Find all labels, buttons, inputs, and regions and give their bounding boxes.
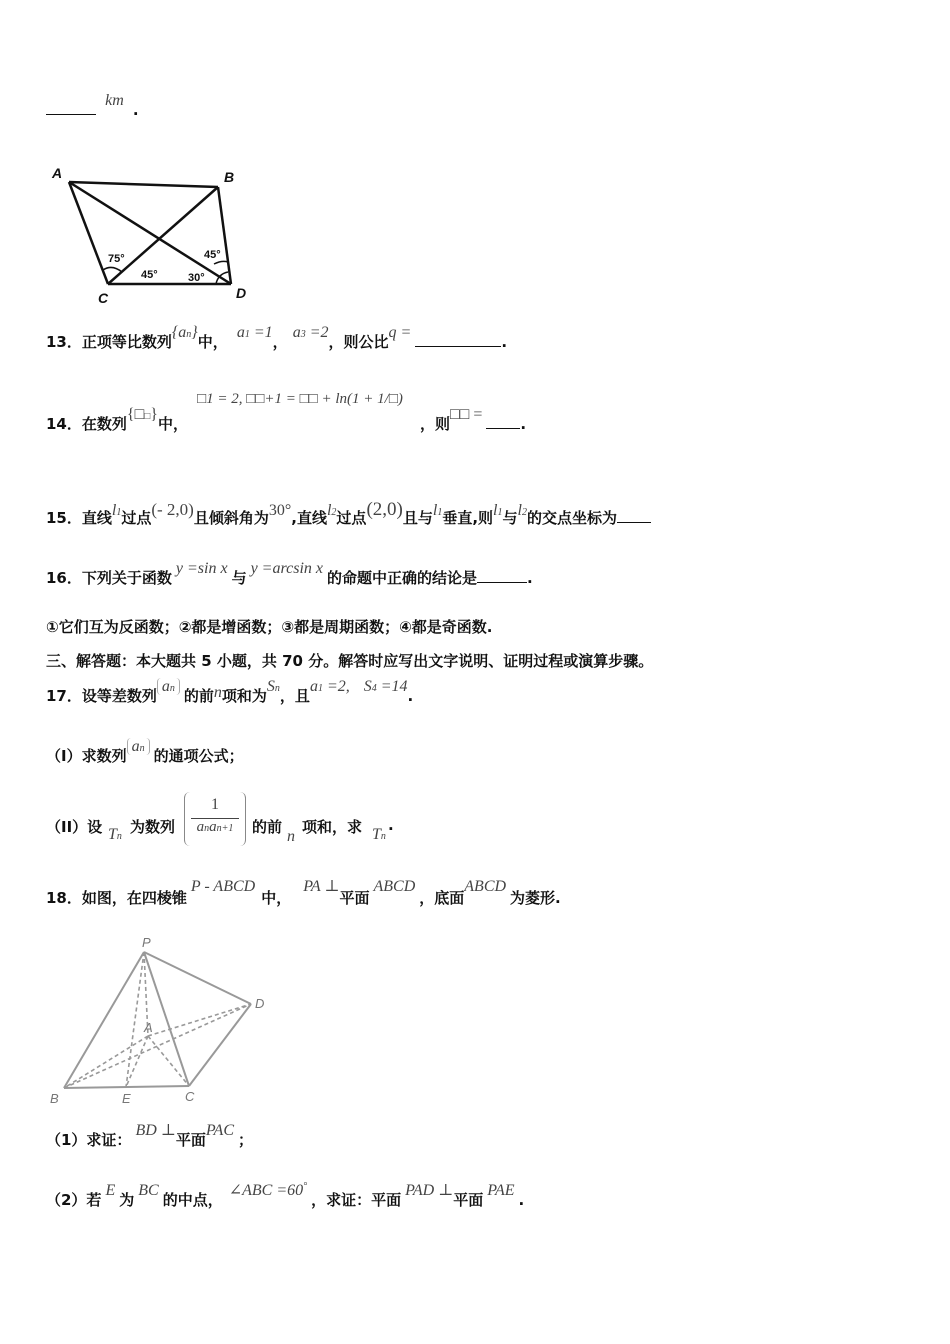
angle-30: 30°	[188, 272, 205, 284]
question-13	[46, 322, 507, 365]
q16-blank	[477, 568, 527, 583]
q17-fraction	[184, 792, 246, 846]
q17-part2-text2: 的前	[252, 818, 283, 836]
q16-text1: 下列关于函数	[81, 569, 172, 587]
angle-75: 75°	[108, 253, 125, 265]
q14-seq: {□□}	[126, 406, 158, 423]
q17-part2-T2: Tn	[372, 826, 386, 843]
q17-number: 17．	[46, 687, 82, 705]
edge-bd	[218, 187, 231, 284]
q18-part2-plane: 平面	[453, 1191, 484, 1209]
fraction-denominator: anan+1	[196, 819, 234, 835]
q13-text1: 正项等比数列	[81, 333, 172, 351]
q18-part2-text3: ，求证：平面	[311, 1191, 402, 1209]
q18-text1: 如图，在四棱锥	[81, 889, 187, 907]
q17-part2-period: .	[388, 816, 394, 834]
q15-text7: 垂直,则	[442, 509, 494, 527]
q18-part2-text2: 的中点，	[162, 1191, 223, 1209]
q17-S4: S4 =14	[363, 678, 408, 695]
q17-part1	[46, 736, 244, 779]
q17-a1: a1 =2,	[309, 678, 350, 695]
q17-text1: 设等差数列	[81, 687, 157, 705]
q13-comma: ，	[272, 333, 288, 351]
label-p: P	[142, 935, 151, 950]
q17-part2-text3: 项和，求	[302, 818, 363, 836]
q18-abcd1: ABCD	[373, 878, 416, 895]
q14-period: .	[520, 415, 527, 433]
q13-period: .	[501, 333, 508, 351]
segment-ae	[126, 1036, 148, 1087]
angle-45-d: 45°	[204, 249, 221, 261]
label-d: D	[255, 996, 265, 1011]
angle-arc-c	[103, 267, 122, 272]
q15-l2: l2	[326, 502, 337, 519]
q17-part2-text1: 为数列	[130, 818, 176, 836]
q14-formula: □1 = 2, □□+1 = □□ + ln(1 + 1/□)	[197, 391, 403, 407]
q14-text3: ，则	[419, 415, 450, 433]
q18-part1-pac: PAC	[205, 1122, 234, 1139]
question-16	[46, 558, 533, 599]
q18-part2-PAE: PAE	[487, 1182, 515, 1199]
q18-part1-plane: 平面	[175, 1131, 206, 1149]
q16-func2: y =arcsin x	[250, 560, 323, 577]
q18-part1	[46, 1120, 253, 1161]
q15-l1c: l1	[493, 502, 503, 519]
pyramid-figure	[46, 932, 276, 1108]
q17-part2-T: Tn	[108, 826, 122, 843]
fraction-numerator: 1	[211, 796, 219, 813]
angle-45-c: 45°	[141, 269, 158, 281]
q14-text2: 中，	[157, 415, 188, 433]
question-17	[46, 676, 413, 719]
q18-text5: 为菱形.	[510, 889, 561, 907]
q13-text3: ，则公比	[328, 333, 389, 351]
q18-part2-PAD: PAD ⊥	[405, 1182, 454, 1199]
q18-text3: 平面	[339, 889, 370, 907]
q18-part2-end: .	[518, 1191, 525, 1209]
q18-part2	[46, 1180, 524, 1223]
question-18	[46, 878, 561, 919]
angle-arc-d2	[214, 261, 228, 264]
label-b: B	[50, 1091, 59, 1106]
q16-number: 16．	[46, 569, 82, 587]
q17-text3: 项和为	[221, 687, 267, 705]
diagonal-bd	[64, 1004, 251, 1088]
period: .	[132, 101, 139, 119]
label-b: B	[224, 169, 235, 185]
edge-ac	[69, 182, 108, 284]
q17-seq: an	[157, 678, 180, 695]
edge-pb	[64, 952, 144, 1088]
triangle-figure	[46, 160, 256, 305]
unit-km: km	[105, 92, 124, 109]
edge-ab	[69, 182, 218, 187]
q15-number: 15．	[46, 509, 82, 527]
q18-abcd2: ABCD	[464, 878, 507, 895]
q18-text2: 中，	[261, 889, 292, 907]
edge-cd	[189, 1004, 251, 1086]
q15-point2: (2,0)	[366, 499, 403, 520]
q16-func1: y =sin x	[175, 560, 228, 577]
q18-part2-text1: 为	[119, 1191, 135, 1209]
q14-text1: 在数列	[81, 415, 127, 433]
q15-l1: l1	[111, 502, 122, 519]
label-e: E	[122, 1091, 131, 1106]
q18-part2-angle: ∠ABC =60°	[228, 1181, 308, 1199]
q15-blank	[617, 508, 651, 523]
q15-angle: 30°	[268, 502, 292, 519]
label-c: C	[98, 290, 109, 305]
q18-part2-label: （2）若	[46, 1191, 102, 1209]
label-a: A	[144, 1020, 153, 1035]
q16-text2: 与	[231, 569, 247, 587]
label-c: C	[185, 1089, 195, 1104]
q15-text3: 且倾斜角为	[193, 509, 269, 527]
q15-point1: (- 2,0)	[151, 500, 194, 519]
edge-pc	[144, 952, 189, 1086]
q18-part2-E: E	[105, 1182, 116, 1199]
diagonal-ac	[148, 1036, 189, 1086]
q15-l2c: l2	[517, 502, 527, 519]
label-d: D	[236, 285, 247, 301]
q18-part1-bd: BD ⊥	[135, 1122, 176, 1139]
q18-part1-label: （1）求证：	[46, 1131, 132, 1149]
q18-part2-BC: BC	[138, 1182, 159, 1199]
q16-period: .	[527, 569, 533, 587]
top-answer-line	[46, 92, 139, 120]
q15-text5: 过点	[336, 509, 367, 527]
q17-part1-text: 的通项公式；	[153, 747, 244, 765]
q18-text4: ，底面	[419, 889, 465, 907]
q17-text4: ，且	[279, 687, 310, 705]
label-a: A	[52, 165, 63, 181]
q15-text9: 的交点坐标为	[526, 509, 617, 527]
q14-blank	[486, 414, 520, 429]
q15-text6: 且与	[402, 509, 433, 527]
q17-part2-n: n	[287, 828, 295, 845]
q16-text3: 的命题中正确的结论是	[326, 569, 477, 587]
edge-ab	[64, 1036, 148, 1088]
q16-options: ①它们互为反函数；②都是增函数；③都是周期函数；④都是奇函数.	[46, 618, 493, 636]
q13-cond2: a3 =2	[292, 324, 329, 341]
q13-text2: 中，	[197, 333, 228, 351]
q14-ask: □□ =	[449, 406, 483, 423]
question-14	[46, 391, 527, 447]
q13-number: 13．	[46, 333, 82, 351]
q14-number: 14．	[46, 415, 82, 433]
q15-text1: 直线	[81, 509, 112, 527]
q17-S: Sn	[266, 678, 280, 695]
q17-text2: 的前	[183, 687, 214, 705]
q15-text4: ,直线	[291, 509, 327, 527]
segment-pe	[126, 952, 144, 1087]
edge-pd	[144, 952, 251, 1004]
q18-number: 18．	[46, 889, 82, 907]
q17-part1-seq: an	[127, 738, 150, 755]
q17-period: .	[407, 687, 414, 705]
answer-blank	[46, 100, 96, 115]
q17-n: n	[213, 684, 222, 701]
q13-q: q =	[388, 324, 412, 341]
q15-text8: 与	[502, 509, 518, 527]
q13-cond1: a1 =1	[236, 324, 273, 341]
q17-part2-label: （II）设	[46, 818, 103, 836]
q15-text2: 过点	[121, 509, 152, 527]
q17-part1-label: （I）求数列	[46, 747, 127, 765]
q13-blank	[415, 332, 501, 347]
q18-part1-end: ；	[238, 1131, 254, 1149]
q18-pa: PA ⊥	[303, 878, 340, 895]
section-3-heading: 三、解答题：本大题共 5 小题，共 70 分。解答时应写出文字说明、证明过程或演算步骤。	[46, 652, 654, 670]
q15-l1b: l1	[432, 502, 443, 519]
q18-pyramid: P - ABCD	[190, 878, 256, 895]
question-15	[46, 498, 651, 541]
q13-seq: {an}	[171, 324, 198, 341]
diagonal-bc	[108, 187, 218, 284]
